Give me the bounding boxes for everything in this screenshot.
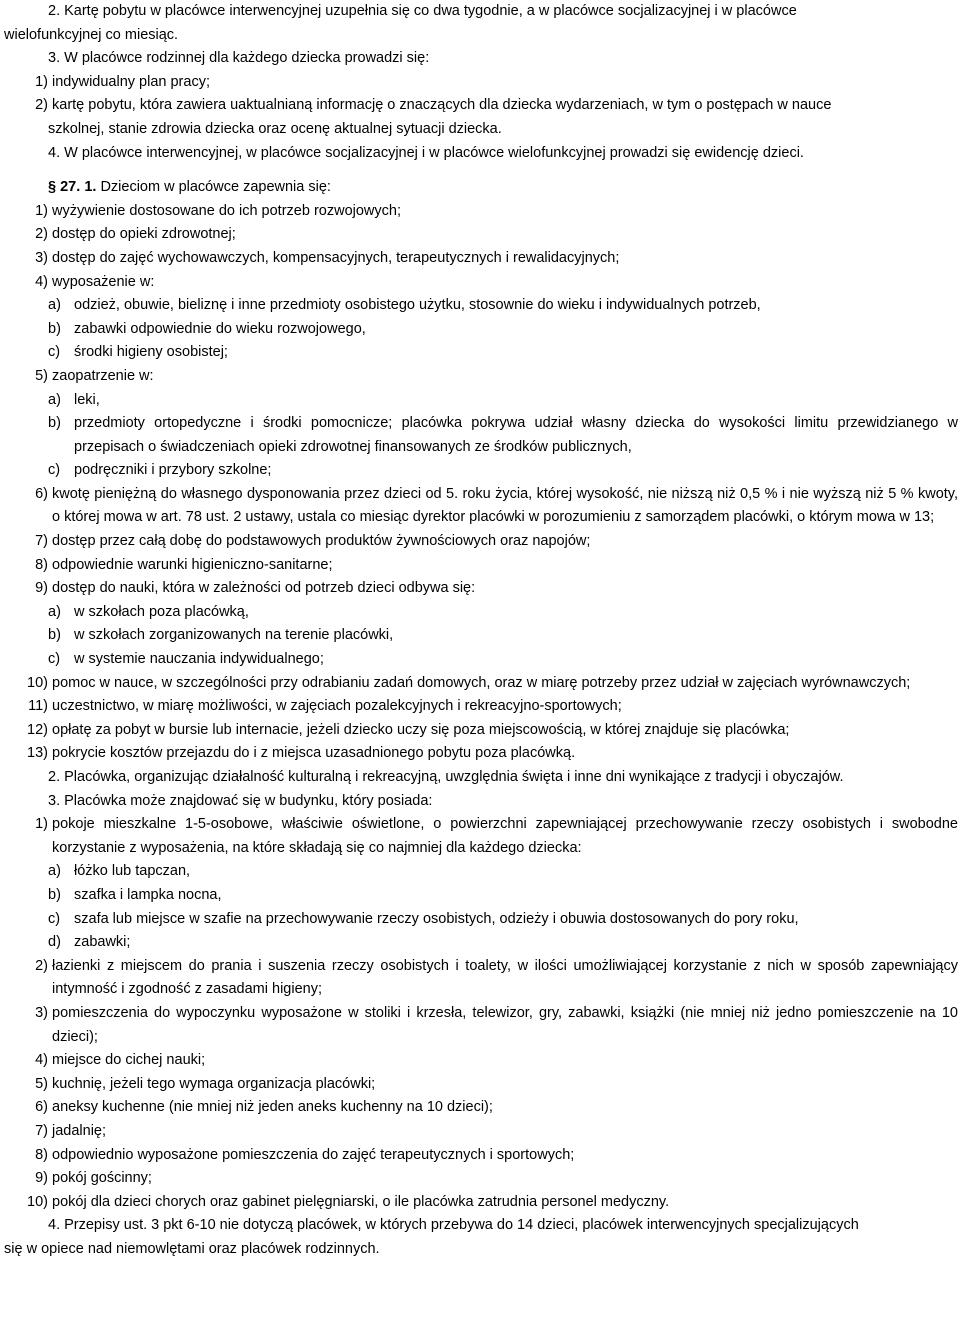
- list-item-text: pokój dla dzieci chorych oraz gabinet pielęgniarski, o ile placówka zatrudnia personel medyczny.: [52, 1193, 670, 1210]
- list-item: [4, 200, 958, 224]
- list-item: [4, 554, 958, 578]
- paragraph-4b-line1: 4. Przepisy ust. 3 pkt 6-10 nie dotyczą placówek, w których przebywa do 14 dzieci, placówek interwencyjnych specjalizujących: [48, 1217, 859, 1234]
- list-item-text: wyposażenie w:: [52, 273, 155, 290]
- sub-list-item-text: szafka i lampka nocna,: [74, 886, 222, 903]
- sub-list-item-text: w szkołach zorganizowanych na terenie placówki,: [74, 627, 394, 644]
- list-item-number: 1): [35, 816, 48, 833]
- paragraph-3: 3. W placówce rodzinnej dla każdego dziecka prowadzi się:: [48, 50, 430, 67]
- list-item-number: 1): [35, 73, 48, 90]
- list-item-text: pokoje mieszkalne 1-5-osobowe, właściwie oświetlone, o powierzchni zapewniającej przechowywanie rzeczy osobistych i swobodne korzystanie z wyposażenia, na które składają się co najmniej dla każdego dziecka:: [52, 816, 958, 856]
- section-27-heading: [4, 176, 958, 200]
- list-item: [4, 94, 958, 118]
- paragraph-4b-line2: się w opiece nad niemowlętami oraz placówek rodzinnych.: [4, 1240, 380, 1257]
- list-item-number: 4): [35, 273, 48, 290]
- sub-list-item-text: szafa lub miejsce w szafie na przechowywanie rzeczy osobistych, odzieży i obuwia dostosowanych do pory roku,: [74, 910, 799, 927]
- sub-list-item-text: w szkołach poza placówką,: [74, 603, 249, 620]
- list-item: [4, 1167, 958, 1191]
- list-item-number: 5): [35, 1075, 48, 1092]
- list-item-number: 12): [27, 721, 48, 738]
- sub-list-item: [4, 931, 958, 955]
- sub-list-item-text: łóżko lub tapczan,: [74, 863, 191, 880]
- list-item-text: uczestnictwo, w miarę możliwości, w zajęciach pozalekcyjnych i rekreacyjno-sportowych;: [52, 698, 622, 715]
- list-item: [4, 1002, 958, 1049]
- list-item-text: aneksy kuchenne (nie mniej niż jeden aneks kuchenny na 10 dzieci);: [52, 1099, 493, 1116]
- list-item-text: miejsce do cichej nauki;: [52, 1052, 206, 1069]
- list-item-text: pokrycie kosztów przejazdu do i z miejsca uzasadnionego pobytu poza placówką.: [52, 745, 576, 762]
- list-item: [4, 71, 958, 95]
- list-item: [4, 530, 958, 554]
- list-item: [4, 672, 958, 696]
- sub-list-item: [4, 389, 958, 413]
- list-item: [4, 247, 958, 271]
- list-item-text: kuchnię, jeżeli tego wymaga organizacja placówki;: [52, 1075, 376, 1092]
- sub-list-item-letter: c): [48, 651, 61, 668]
- paragraph-2-line1: 2. Kartę pobytu w placówce interwencyjnej uzupełnia się co dwa tygodnie, a w placówce socjalizacyjnej i w placówce: [48, 3, 797, 19]
- list-item: [4, 813, 958, 860]
- list-item: [4, 271, 958, 295]
- sub-list-item: [4, 908, 958, 932]
- list-item-number: 8): [35, 556, 48, 573]
- document-page: [4, 0, 958, 1261]
- sub-list-item: [4, 624, 958, 648]
- paragraph-2-line2: wielofunkcyjnej co miesiąc.: [4, 26, 179, 43]
- sub-list-item: [4, 648, 958, 672]
- list-item: [4, 1144, 958, 1168]
- list-item-number: 9): [35, 580, 48, 597]
- sub-list-item: [4, 860, 958, 884]
- list-item-number: 6): [35, 485, 48, 502]
- list-item-number: 4): [35, 1052, 48, 1069]
- list-item: [4, 1096, 958, 1120]
- sub-list-item-letter: b): [48, 415, 61, 432]
- list-item-number: 10): [27, 674, 48, 691]
- list-item: [4, 1049, 958, 1073]
- list-family-records: [4, 71, 958, 118]
- list-item-number: 2): [35, 97, 48, 114]
- sub-list-item-letter: d): [48, 934, 61, 951]
- list-item-text: dostęp do opieki zdrowotnej;: [52, 226, 236, 243]
- sub-list-item: [4, 459, 958, 483]
- sub-list-item: [4, 318, 958, 342]
- list-item: [4, 1073, 958, 1097]
- list-item-text: pomoc w nauce, w szczególności przy odrabianiu zadań domowych, oraz w miarę potrzeby przez udział w zajęciach wyrównawczych;: [52, 674, 911, 691]
- sub-list-item-letter: b): [48, 627, 61, 644]
- list-item-text: dostęp do zajęć wychowawczych, kompensacyjnych, terapeutycznych i rewalidacyjnych;: [52, 249, 620, 266]
- sub-list-item-letter: c): [48, 910, 61, 927]
- list-item-text: kwotę pieniężną do własnego dysponowania przez dzieci od 5. roku życia, której wysokość, nie niższą niż 0,5 % i nie wyższą niż 5 % kwoty, o której mowa w art. 78 ust. 2 ustawy, ustala co miesiąc dyrektor placówki w porozumieniu z samorządem placówki, o którym mowa w 13;: [52, 485, 958, 526]
- list-item: [4, 365, 958, 389]
- list-item: [4, 719, 958, 743]
- list-item: [4, 955, 958, 1002]
- sub-list-item-letter: b): [48, 886, 61, 903]
- list-item-text: opłatę za pobyt w bursie lub internacie, jeżeli dziecko uczy się poza miejscowością, w której znajduje się placówka;: [52, 721, 790, 738]
- sub-list-item-text: zabawki;: [74, 934, 131, 951]
- list-item-number: 11): [28, 698, 48, 715]
- list-item-number: 3): [35, 1004, 48, 1021]
- sub-list-item: [4, 601, 958, 625]
- paragraph-4: 4. W placówce interwencyjnej, w placówce socjalizacyjnej i w placówce wielofunkcyjnej prowadzi się ewidencję dzieci.: [48, 144, 804, 161]
- list-item-text: jadalnię;: [52, 1122, 107, 1139]
- list-item-number: 2): [35, 957, 48, 974]
- list-item-text: zaopatrzenie w:: [52, 367, 154, 384]
- list-item-number: 6): [35, 1099, 48, 1116]
- paragraph-sign-icon: §: [48, 179, 57, 196]
- list-item: [4, 1191, 958, 1215]
- sub-list-item: [4, 341, 958, 365]
- sub-list-item-text: zabawki odpowiednie do wieku rozwojowego,: [74, 320, 366, 337]
- sub-list-item: [4, 294, 958, 318]
- list-continuation: szkolnej, stanie zdrowia dziecka oraz ocenę aktualnej sytuacji dziecka.: [48, 120, 502, 137]
- list-item-text: dostęp do nauki, która w zależności od potrzeb dzieci odbywa się:: [52, 580, 476, 597]
- list-item-number: 8): [35, 1146, 48, 1163]
- sub-list-item: [4, 884, 958, 908]
- list-item-number: 7): [35, 533, 48, 550]
- sub-list-item-text: przedmioty ortopedyczne i środki pomocnicze; placówka pokrywa udział własny dziecka do wysokości limitu przewidzianego w przepisach o świadczeniach opieki zdrowotnej finansowanych ze środków publicznych,: [74, 415, 958, 455]
- sub-list-item-text: podręczniki i przybory szkolne;: [74, 462, 272, 479]
- sub-list-item-letter: c): [48, 344, 61, 361]
- paragraph-3b: 3. Placówka może znajdować się w budynku, który posiada:: [48, 792, 433, 809]
- sub-list-item-letter: a): [48, 863, 61, 880]
- list-item-number: 10): [27, 1193, 48, 1210]
- list-item: [4, 742, 958, 766]
- list-item-text: indywidualny plan pracy;: [52, 73, 210, 90]
- paragraph-2b: 2. Placówka, organizując działalność kulturalną i rekreacyjną, uwzględnia święta i inne dni wynikające z tradycji i obyczajów.: [48, 769, 844, 785]
- list-item-number: 3): [35, 249, 48, 266]
- list-item-number: 7): [35, 1122, 48, 1139]
- sub-list-item-text: w systemie nauczania indywidualnego;: [74, 651, 324, 668]
- list-item: [4, 577, 958, 601]
- sub-list-item-letter: b): [48, 320, 61, 337]
- sub-list-item-letter: a): [48, 297, 61, 314]
- list-item-text: odpowiednio wyposażone pomieszczenia do zajęć terapeutycznych i sportowych;: [52, 1146, 575, 1163]
- list-item-text: wyżywienie dostosowane do ich potrzeb rozwojowych;: [52, 202, 401, 219]
- list-item-number: 9): [35, 1170, 48, 1187]
- list-item-text: pokój gościnny;: [52, 1170, 152, 1187]
- list-item-text: łazienki z miejscem do prania i suszenia rzeczy osobistych i toalety, w ilości umożliwiającej korzystanie z nich w sposób zapewniający intymność i zgodność z zasadami higieny;: [52, 957, 958, 998]
- list-item-number: 13): [27, 745, 48, 762]
- list-item-number: 2): [35, 226, 48, 243]
- sub-list-item-letter: c): [48, 462, 61, 479]
- list-item-text: odpowiednie warunki higieniczno-sanitarne;: [52, 556, 333, 573]
- list-item: [4, 483, 958, 530]
- section-number: 27.: [60, 179, 81, 196]
- sub-list-item-text: leki,: [74, 391, 100, 408]
- list-item-text: dostęp przez całą dobę do podstawowych produktów żywnościowych oraz napojów;: [52, 533, 591, 550]
- list-building-requirements: [4, 813, 958, 1214]
- section-point-number: 1.: [84, 179, 97, 196]
- list-item: [4, 223, 958, 247]
- sub-list-item-text: środki higieny osobistej;: [74, 344, 228, 361]
- list-item: [4, 1120, 958, 1144]
- list-item-number: 1): [35, 202, 48, 219]
- section-text: Dzieciom w placówce zapewnia się:: [100, 179, 331, 196]
- sub-list-item-letter: a): [48, 603, 61, 620]
- sub-list-item: [4, 412, 958, 459]
- list-provisions: [4, 200, 958, 766]
- list-item-number: 5): [35, 367, 48, 384]
- list-item-text: kartę pobytu, która zawiera uaktualnianą informację o znaczących dla dziecka wydarzeniach, w tym o postępach w nauce: [52, 97, 832, 114]
- list-item: [4, 695, 958, 719]
- sub-list-item-letter: a): [48, 391, 61, 408]
- sub-list-item-text: odzież, obuwie, bieliznę i inne przedmioty osobistego użytku, stosownie do wieku i indywidualnych potrzeb,: [74, 297, 761, 314]
- list-item-text: pomieszczenia do wypoczynku wyposażone w stoliki i krzesła, telewizor, gry, zabawki, książki (nie mniej niż jedno pomieszczenie na 10 dzieci);: [52, 1004, 958, 1045]
